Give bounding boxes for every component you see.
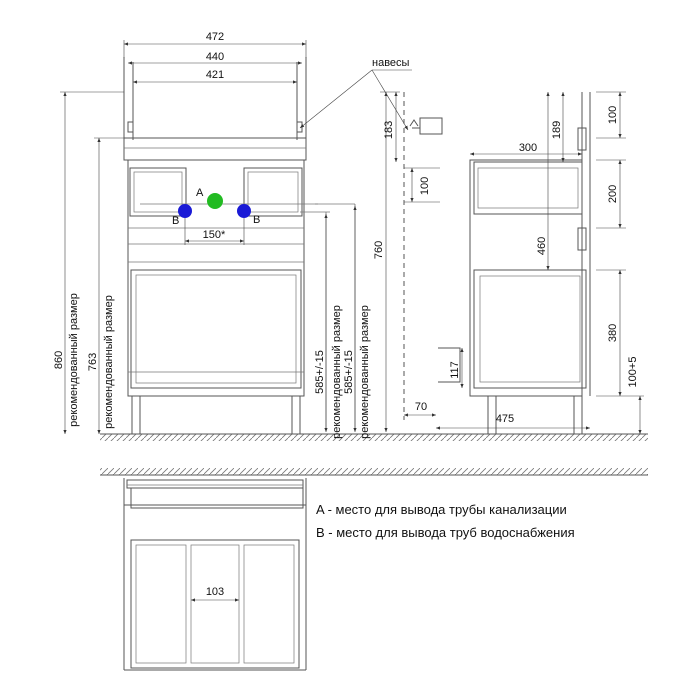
dim-300-label: 300 — [518, 142, 538, 154]
dim-200-label: 200 — [607, 184, 619, 204]
dim-100-label: 100 — [607, 105, 619, 125]
dim-70-label: 70 — [414, 401, 428, 413]
rec-size-label-585-outer: рекомендованный размер — [359, 305, 371, 439]
dim-472-label: 472 — [205, 31, 225, 43]
dim-100-side-label: 100 — [419, 176, 431, 196]
dim-860-label: 860 — [53, 350, 65, 370]
point-b-right-label: B — [253, 214, 261, 226]
floor-front — [100, 434, 648, 441]
dim-183-label: 183 — [383, 120, 395, 140]
dim-763-label: 763 — [87, 352, 99, 372]
legend-a: A - место для вывода трубы канализации — [316, 502, 567, 517]
point-b-left-label: B — [172, 215, 180, 227]
dim-117-label: 117 — [449, 361, 461, 379]
dim-585-inner-label: 585+/-15 — [314, 350, 326, 394]
hinges-label: навесы — [372, 57, 410, 69]
dim-585-outer-label: 585+/-15 — [343, 350, 355, 394]
rec-size-label-585-inner: рекомендованный размер — [331, 305, 343, 439]
dim-380-label: 380 — [607, 323, 619, 343]
dim-460-label: 460 — [536, 236, 548, 256]
dim-475-label: 475 — [495, 413, 515, 425]
dim-440-label: 440 — [205, 51, 225, 63]
front-view-cabinet — [124, 57, 306, 434]
point-b-right-marker — [237, 204, 251, 218]
dim-189-label: 189 — [551, 120, 563, 140]
legend-b: B - место для вывода труб водоснабжения — [316, 525, 575, 540]
dim-760 — [380, 92, 400, 432]
hinge-mount — [410, 118, 442, 134]
point-a-label: A — [196, 187, 204, 199]
dim-100-5-label: 100+5 — [627, 356, 639, 388]
point-b-left-marker — [178, 204, 192, 218]
rec-size-label-860: рекомендованный размер — [68, 293, 80, 427]
dim-760-label: 760 — [373, 240, 385, 260]
dim-421-label: 421 — [205, 69, 225, 81]
hinges-leaders — [300, 70, 412, 130]
dim-150-label: 150* — [202, 229, 226, 241]
point-a-marker — [207, 193, 223, 209]
rec-size-label-763: рекомендованный размер — [103, 295, 115, 429]
floor-top-view — [100, 468, 648, 475]
dim-103-label: 103 — [205, 586, 225, 598]
top-view-cabinet — [124, 478, 306, 670]
